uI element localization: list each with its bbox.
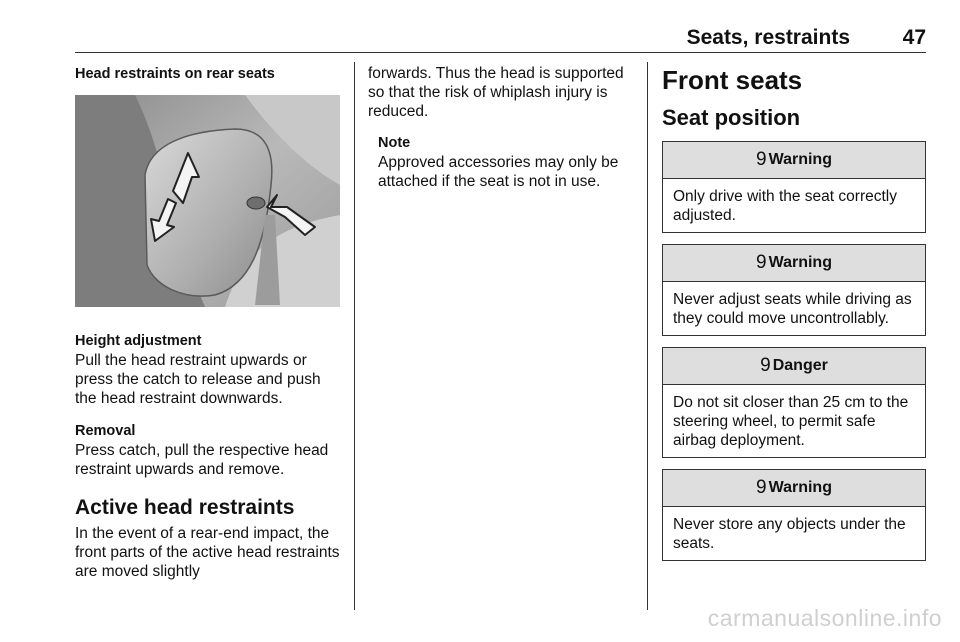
watermark: carmanualsonline.info (707, 605, 942, 631)
warning-label: Warning (768, 254, 832, 271)
note-block (378, 133, 636, 191)
removal-text: Press catch, pull the respective head restraint upwards and remove. (75, 442, 329, 478)
warning-box-header (663, 245, 925, 282)
warning-triangle-icon: 9 (756, 252, 767, 273)
danger-triangle-icon: 9 (760, 355, 771, 376)
column-right (662, 64, 926, 572)
height-adjustment-text: Pull the head restraint upwards or press the catch to release and push the head restraint downwards. (75, 352, 321, 407)
danger-box-text: Do not sit closer than 25 cm to the steering wheel, to permit safe airbag deployment. (673, 394, 909, 449)
column-divider (354, 62, 355, 610)
column-divider (647, 62, 648, 610)
removal-heading: Removal (75, 423, 136, 439)
danger-box-header (663, 348, 925, 385)
note-text: Approved accessories may only be attached if the seat is not in use. (378, 154, 619, 190)
warning-triangle-icon: 9 (756, 149, 767, 170)
continued-text: forwards. Thus the head is supported so that the risk of whiplash injury is reduced. (368, 65, 624, 120)
column-left (75, 64, 345, 581)
active-head-restraints-text: In the event of a rear-end impact, the front parts of the active head restraints are moved slightly (75, 525, 340, 580)
warning-box (662, 244, 926, 336)
header-rule (75, 52, 926, 53)
note-label: Note (378, 135, 411, 151)
section-title-front-seats: Front seats (662, 65, 803, 95)
running-header-title: Seats, restraints (686, 26, 850, 49)
height-adjustment-heading: Height adjustment (75, 333, 202, 349)
warning-box-text: Never adjust seats while driving as they could move uncontrollably. (673, 291, 912, 327)
warning-box-header (663, 470, 925, 507)
column-middle (368, 64, 636, 191)
warning-box (662, 469, 926, 561)
danger-label: Danger (772, 357, 828, 374)
warning-box-text: Never store any objects under the seats. (673, 516, 906, 552)
active-head-restraints-heading: Active head restraints (75, 496, 295, 519)
warning-box-text: Only drive with the seat correctly adjusted. (673, 188, 897, 224)
warning-label: Warning (768, 479, 832, 496)
head-restraint-figure (75, 95, 340, 307)
warning-box (662, 141, 926, 233)
danger-box (662, 347, 926, 458)
page-number: 47 (902, 26, 926, 49)
warning-label: Warning (768, 151, 832, 168)
section-heading-rear-head-restraints: Head restraints on rear seats (75, 66, 275, 82)
warning-box-header (663, 142, 925, 179)
warning-triangle-icon: 9 (756, 477, 767, 498)
subsection-title-seat-position: Seat position (662, 105, 801, 130)
